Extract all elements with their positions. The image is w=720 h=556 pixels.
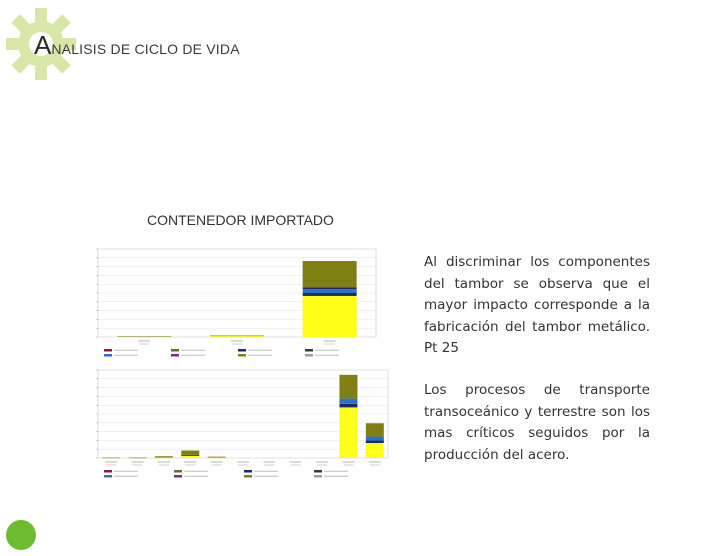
bar-segment <box>129 458 147 459</box>
bar-segment <box>303 287 357 289</box>
analysis-paragraph-1: Al discriminar los componentes del tambor se observa que el mayor impacto corresponde a la fabricación del tambor metálico. Pt 25 <box>424 254 650 356</box>
page-title <box>34 30 240 61</box>
legend-swatch <box>104 354 112 357</box>
bar-segment <box>208 458 226 459</box>
bar-segment <box>208 457 226 458</box>
page-title-initial: A <box>34 30 52 60</box>
bar-segment <box>181 455 199 456</box>
bar-segment <box>366 443 384 458</box>
legend-swatch <box>104 470 112 473</box>
legend-swatch <box>171 354 179 357</box>
legend-swatch <box>244 470 252 473</box>
legend-swatch <box>305 354 313 357</box>
bar-segment <box>117 336 171 337</box>
legend-swatch <box>305 349 313 352</box>
legend-swatch <box>174 470 182 473</box>
legend-swatch <box>238 349 246 352</box>
bar-segment <box>210 336 264 337</box>
legend-swatch <box>238 354 246 357</box>
analysis-paragraph-2: Los procesos de transporte transoceánico y terrestre son los mas críticos seguidos por la producción del acero. <box>424 382 650 463</box>
bar-segment <box>102 458 120 459</box>
bar-segment <box>366 423 384 436</box>
bar-segment <box>339 375 357 399</box>
legend-swatch <box>171 349 179 352</box>
impact-chart-processes <box>84 366 394 482</box>
legend-swatch <box>244 475 252 478</box>
legend-swatch <box>104 475 112 478</box>
bar-segment <box>339 404 357 408</box>
bar-segment <box>339 399 357 404</box>
bar-segment <box>155 458 173 459</box>
legend-swatch <box>314 475 322 478</box>
legend-swatch <box>174 475 182 478</box>
legend-swatch <box>104 349 112 352</box>
bar-segment <box>181 451 199 455</box>
impact-chart-components <box>84 243 384 358</box>
bar-segment <box>181 456 199 458</box>
bar-segment <box>303 293 357 296</box>
bar-segment <box>339 407 357 458</box>
bar-segment <box>303 261 357 287</box>
bar-segment <box>303 296 357 337</box>
bar-segment <box>366 436 384 440</box>
page-title-rest: NALISIS DE CICLO DE VIDA <box>51 41 240 57</box>
bar-segment <box>303 289 357 293</box>
bar-segment <box>155 456 173 457</box>
green-circle-icon <box>0 514 42 556</box>
section-subtitle: CONTENEDOR IMPORTADO <box>147 212 334 228</box>
legend-swatch <box>314 470 322 473</box>
bar-segment <box>366 440 384 443</box>
bar-segment <box>210 336 264 337</box>
